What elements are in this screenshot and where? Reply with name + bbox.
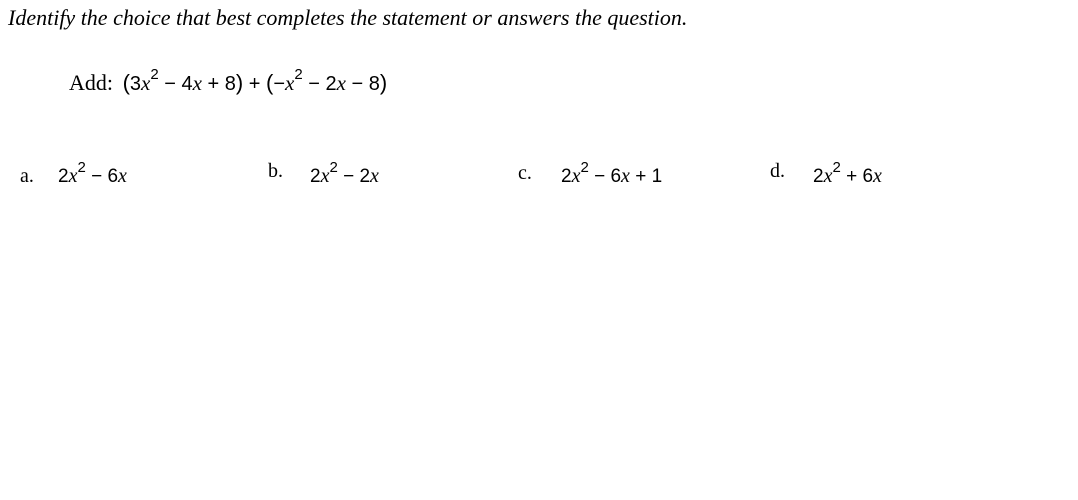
choice-tail: + 1 — [629, 166, 663, 187]
term-rest-1a: − 4 — [158, 73, 193, 95]
choice-var2: x — [370, 165, 379, 187]
choice-var2: x — [873, 165, 882, 187]
choice-expression — [310, 158, 379, 191]
term-coef-1: 3 — [129, 73, 142, 95]
choice-var2: x — [621, 165, 630, 187]
problem-expression — [117, 66, 388, 95]
choice-coef: 2 — [58, 166, 69, 187]
choice-var: x — [320, 165, 330, 187]
term-rest-2b: − 8 — [345, 73, 380, 95]
term-exp-2: 2 — [294, 66, 303, 84]
choice-mid: − 2 — [337, 166, 371, 187]
close-paren-2: ) — [379, 70, 388, 95]
open-paren-2: ( — [265, 70, 274, 95]
choice-letter: c. — [518, 162, 532, 184]
term-exp-1: 2 — [150, 66, 159, 84]
choice-coef: 2 — [310, 166, 321, 187]
choice-d[interactable] — [760, 160, 1000, 194]
term-rest-1b: + 8 — [201, 73, 236, 95]
term-var-1: x — [141, 71, 151, 95]
choice-mid: − 6 — [588, 166, 622, 187]
choice-var: x — [571, 165, 581, 187]
choice-exp: 2 — [329, 158, 338, 176]
choice-expression — [561, 158, 663, 191]
choice-coef: 2 — [813, 166, 824, 187]
choice-a[interactable] — [0, 160, 240, 194]
close-paren-1: ) — [235, 70, 244, 95]
term-rest-2a: − 2 — [302, 73, 337, 95]
choice-letter: d. — [770, 160, 785, 182]
choice-exp: 2 — [580, 158, 589, 176]
choice-mid: − 6 — [85, 166, 119, 187]
choice-expression — [58, 158, 127, 191]
choice-var: x — [823, 165, 833, 187]
term-var-2b: x — [336, 71, 346, 95]
choice-var: x — [68, 165, 78, 187]
choice-exp: 2 — [77, 158, 86, 176]
choice-exp: 2 — [832, 158, 841, 176]
open-paren-1: ( — [122, 70, 130, 95]
term-var-2: x — [285, 71, 295, 95]
term-var-1b: x — [192, 71, 202, 95]
choice-letter: b. — [268, 160, 283, 182]
problem-label: Add: — [69, 70, 113, 95]
choice-coef: 2 — [561, 166, 572, 187]
choice-c[interactable] — [510, 160, 750, 194]
choice-var2: x — [118, 165, 127, 187]
instruction-text: Identify the choice that best completes the statement or answers the question. — [8, 5, 688, 30]
problem-statement — [69, 66, 387, 100]
choice-expression — [813, 158, 882, 191]
choice-mid: + 6 — [840, 166, 874, 187]
term-lead-2: − — [273, 73, 285, 95]
choice-letter: a. — [20, 165, 34, 187]
plus-operator: + — [243, 73, 266, 95]
choice-b[interactable] — [260, 160, 500, 194]
